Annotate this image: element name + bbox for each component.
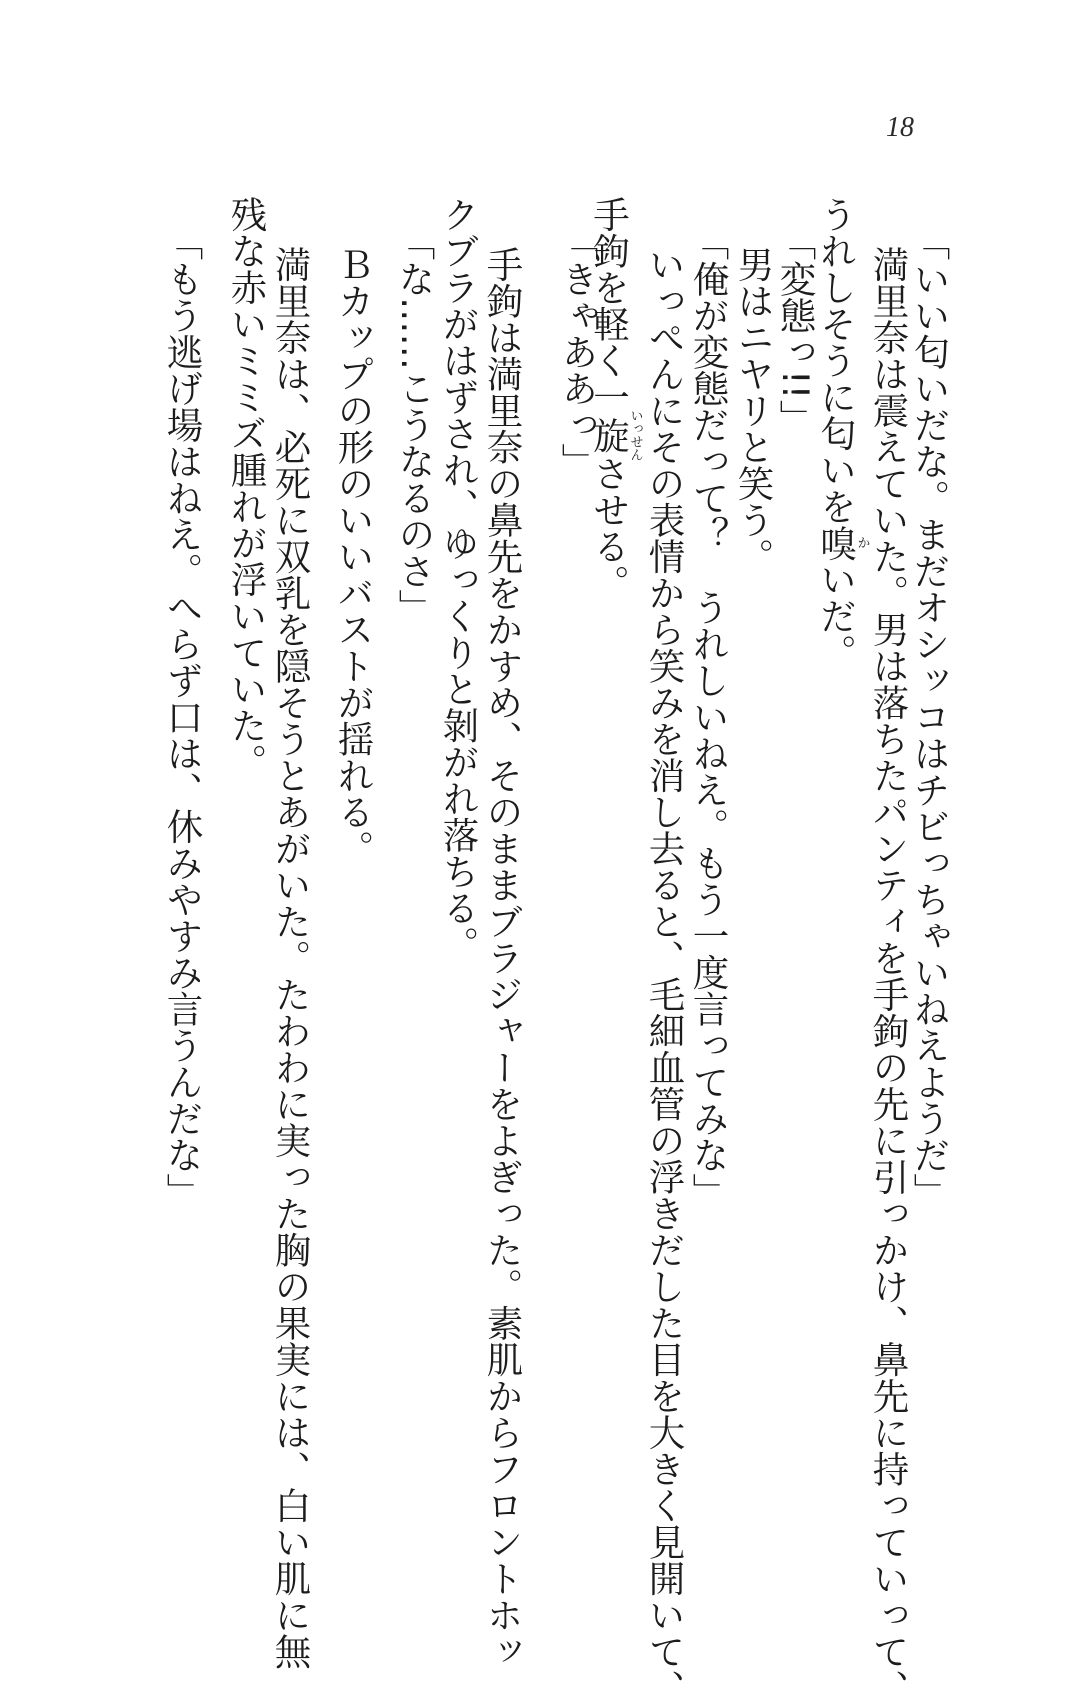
text-line-7: いっぺんにその表情から笑みを消し去ると、毛細血管の浮きだした目を大きく見開いて、 [643,246,686,1706]
text-line-15: 残な赤いミミズ腫れが浮いていた。 [225,196,268,780]
text-line-2: 満里奈は震えていた。男は落ちたパンティを手鉤の先に引っかけ、鼻先に持っていって、 [867,246,910,1706]
text-line-6: 「俺が変態だって？ うれしいねえ。もう一度言ってみな」 [687,224,730,1210]
text-line-16: 「もう逃げ場はねえ。へらず口は、休みやすみ言うんだな」 [161,224,204,1210]
ruby-issen: いっせん [627,409,643,461]
text-line-11: クブラがはずされ、ゆっくりと剝がれ落ちる。 [437,196,480,963]
ruby-ka: か [854,524,870,561]
text-line-8: 手鉤を軽く一旋いっせんさせる。 [587,196,643,601]
text-line-12: 「な……こうなるのさ」 [393,224,436,626]
text-line-9: 「きゃああっ」 [556,224,599,480]
page-number: 18 [886,112,914,143]
text-line-1: 「いい匂いだな。まだオシッコはチビっちゃいねえようだ」 [908,224,951,1210]
text-line-10: 手鉤は満里奈の鼻先をかすめ、そのままブラジャーをよぎった。素肌からフロントホッ [481,246,524,1670]
text-line-13: Ｂカップの形のいいバストが揺れる。 [332,246,375,867]
text-line-3: うれしそうに匂いを嗅かいだ。 [814,196,870,671]
text-line-14: 満里奈は、必死に双乳を隠そうとあがいた。たわわに実った胸の果実には、白い肌に無 [269,246,312,1670]
text-line-4: 「変態っ!!」 [774,224,817,436]
text-line-5: 男はニヤリと笑う。 [732,246,775,575]
